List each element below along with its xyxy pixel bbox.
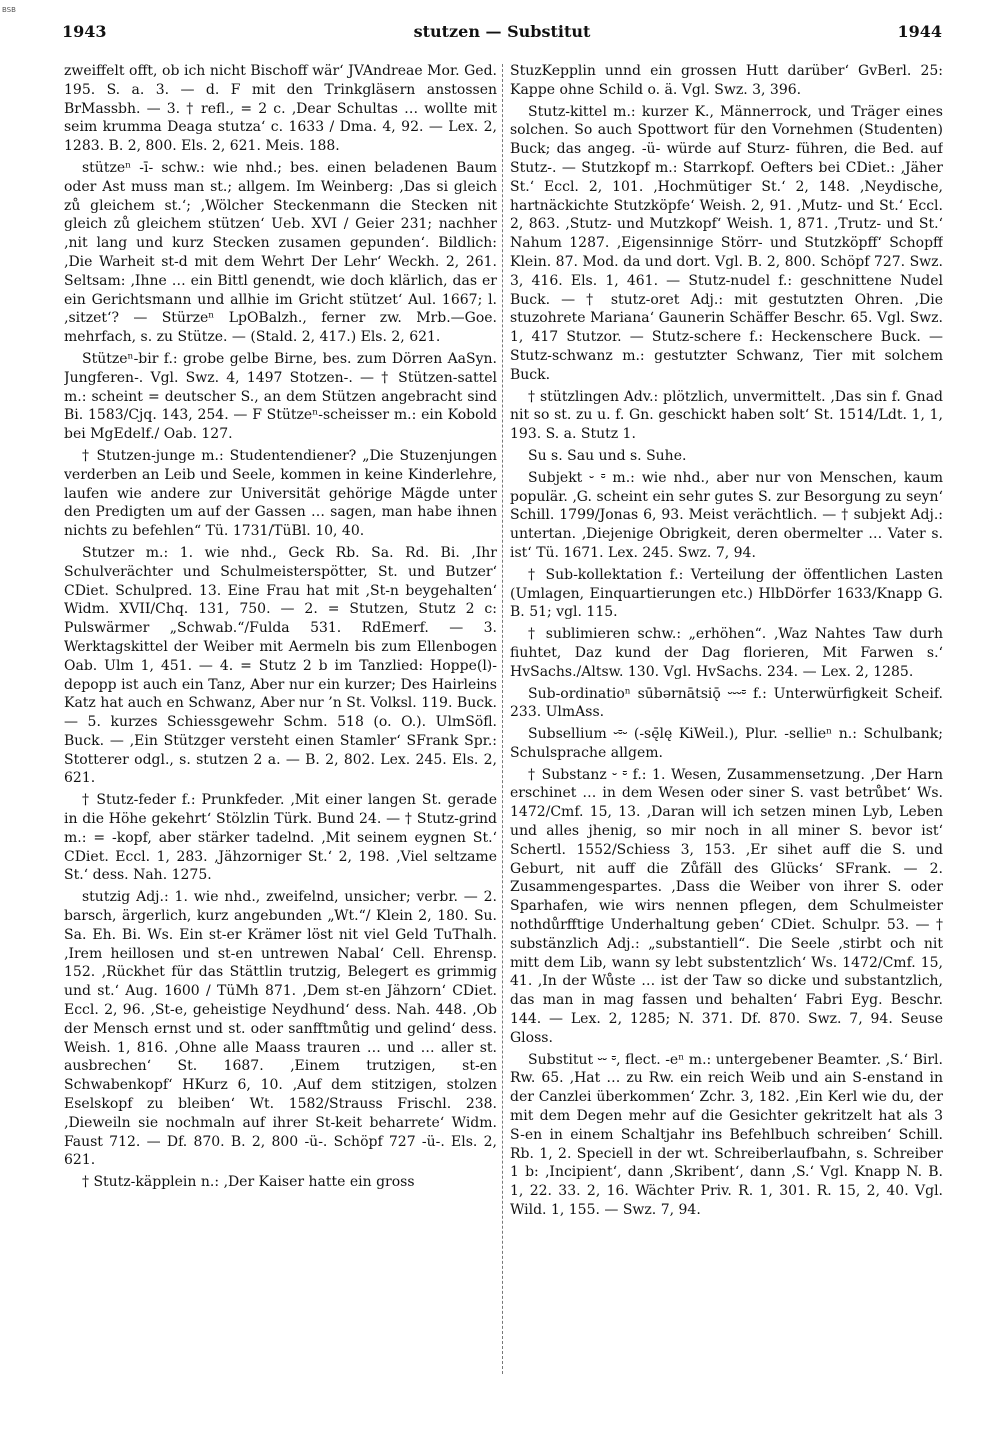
dictionary-entry: † Stutz-feder f.: Prunkfeder. ‚Mit einer langen St. gerade in die Höhe gekehrt‘ Stölzlin Türk. Bund 24. — † Stutz-grind m.: = -kopf, aber stärker tadelnd. ‚Mit seinem eygnen St.‘ CDiet. Eccl. 1, 283. ‚Jähzorniger St.‘ 2, 198. ‚Viel seltzame St.‘ dess. Nah. 1275. <box>64 792 497 884</box>
page-number-left: 1943 <box>62 22 107 41</box>
dictionary-entry: † sublimieren schw.: „erhöhen“. ‚Waz Nahtes Taw durh fiuhtet, Daz kund der Dag florieren, Mit Farwen s.‘ HvSachs./Altsw. 130. Vgl. HvSachs. 234. — Lex. 2, 1285. <box>510 626 943 680</box>
dictionary-entry: Subjekt ⏑ ⏒ m.: wie nhd., aber nur von Menschen, kaum populär. ‚G. scheint ein sehr gutes S. zur Besorgung zu seyn‘ Schill. 1799/Jonas 6, 93. Meist verächtlich. — † subjekt Adj.: untertan. ‚Diejenige Obrigkeit, deren obermelter … Vater s. ist‘ Tü. 1671. Lex. 245. Swz. 7, 94. <box>510 469 943 561</box>
dictionary-entry: † Stutzen-junge m.: Studentendiener? „Die Stuzenjungen verderben an Leib und Seele, kommen in keine Kinderlehre, laufen wie andere zur Universität gehörige Mägde unter den Predigten um auf der Gassen … sagen, man habe ihnen nichts zu befehlen“ Tü. 1731/TüBl. 10, 40. <box>64 447 497 540</box>
column-divider <box>502 64 503 1374</box>
dictionary-entry: Su s. Sau und s. Suhe. <box>528 447 687 464</box>
dictionary-entry: Substitut ⏑⏑ ⏒, flect. -eⁿ m.: untergebener Beamter. ‚S.‘ Birl. Rw. 65. ‚Hat … zu Rw. ein reich Weib und ain S-enstand in der Canzlei überkommen‘ Zchr. 3, 182. ‚Ein Kerl wie du, der mit dem Degen mehr auf die Gesichter gekritzelt hat als 3 S-en in einem Schaltjahr ins Befehlbuch schreiben‘ Schill. Rb. 1, 2. Speciell in der wt. Schreiberlaufbahn, s. Schreiber 1 b: ‚Incipient‘, dann ‚Skribent‘, dann ‚S.‘ Vgl. Knapp N. B. 1, 22. 33. 2, 16. Wächter Priv. R. 1, 301. R. 15, 2, 40. Vgl. Wild. 1, 155. — Swz. 7, 94. <box>510 1051 943 1219</box>
library-stamp: BSB <box>2 6 16 14</box>
dictionary-entry: Stutzer m.: 1. wie nhd., Geck Rb. Sa. Rd. Bi. ‚Ihr Schulverächter und Schulmeisterspötter, St. und Butzer‘ CDiet. Schulpred. 13. Eine Frau hat mit ‚St-n beygehalten‘ Widm. XVII/Chq. 131, 750. — 2. = Stutzen, Stutz 2 c: Pulswärmer „Schwab.“/Fulda 531. RdEmerf. — 3. Werktagskittel der Weiber mit Aermeln bis zum Ellenbogen Oab. Ulm 1, 451. — 4. = Stutz 2 b im Tanzlied: Hoppe(l)-depopp ist auch ein Tanz, Aber nur ein kurzer; Des Hairleins Katz hat auch en Schwanz, Aber nur ’n St. Volksl. 119. Buck. — 5. kurzes Schiessgewehr Schm. 518 (o. O.). UlmSöfl. Buck. — ‚Ein Stützger versteht einen Stamler‘ SFrank Spr.: Stotterer odgl., s. stutzen 2 a. — B. 2, 802. Lex. 245. Els. 2, 621. <box>64 544 497 787</box>
page-number-right: 1944 <box>897 22 942 41</box>
dictionary-entry: † stützlingen Adv.: plötzlich, unvermittelt. ‚Das sin f. Gnad nit so st. zu u. f. Gn. geschickt haben solt‘ St. 1514/Ldt. 1, 1, 193. S. a. Stutz 1. <box>510 388 943 443</box>
right-column <box>510 62 943 1382</box>
dictionary-entry: Stützeⁿ-bir f.: grobe gelbe Birne, bes. zum Dörren AaSyn. Jungferen-. Vgl. Swz. 4, 1497 Stotzen-. — † Stützen-sattel m.: scheint = deutscher S., an dem Stützen angebracht sind Bi. 1583/Cjq. 143, 254. — F Stützeⁿ-scheisser m.: ein Kobold bei MgEdelf./ Oab. 127. <box>64 350 497 443</box>
dictionary-entry: StuzKepplin unnd ein grossen Hutt darüber‘ GvBerl. 25: Kappe ohne Schild o. ä. Vgl. Swz. 3, 396. <box>510 63 943 98</box>
page-header <box>62 22 942 48</box>
dictionary-entry: Stutz-kittel m.: kurzer K., Männerrock, und Träger eines solchen. So auch Spottwort für den Vornehmen (Studenten) Buck; das angeg. -ü- würde auf Sturz- führen, die Bed. auf Stutz-. — Stutzkopf m.: Starrkopf. Oefters bei CDiet.: ‚Jäher St.‘ Eccl. 2, 101. ‚Hochmütiger St.‘ 2, 148. ‚Neydische, hartnäckichte Stutzköpfe‘ Weish. 2, 91. ‚Mutz- und St.‘ Eccl. 2, 863. ‚Stutz- und Mutzkopf‘ Weish. 1, 871. ‚Trutz- und St.‘ Nahum 1287. ‚Eigensinnige Störr- und Stutzköpff‘ Schopff Klein. 87. Mod. da und dort. Vgl. B. 2, 800. Schöpf 727. Swz. 3, 416. Els. 1, 461. — Stutz-nudel f.: geschnittene Nudel Buck. — † stutz-oret Adj.: mit gestutzten Ohren. ‚Die stuzohrete Mariana‘ Gaunerin Schäffer Beschr. 65. Vgl. Swz. 1, 417 Stutzor. — Stutz-schere f.: Heckenschere Buck. — Stutz-schwanz m.: gestutzter Schwanz, Tier mit solchem Buck. <box>510 103 943 383</box>
dictionary-entry: Sub-ordinatioⁿ sūbərnātsiǭ ⏑⏑⏑⏒ f.: Unterwürfigkeit Scheif. 233. UlmAss. <box>510 685 943 721</box>
dictionary-entry: stutzig Adj.: 1. wie nhd., zweifelnd, unsicher; verbr. — 2. barsch, ärgerlich, kurz angebunden „Wt.“/ Klein 2, 180. Su. Sa. Eh. Bi. Ws. Ein st-er Krämer löst nit viel Geld TuThalh. ‚Irem heillosen und st-en untrewen Nabal‘ Cell. Ehrensp. 152. ‚Rückhet für das Stättlin trutzig, Belegert es grimmig und st.‘ Aug. 1600 / TüMh 871. ‚Dem st-en Jähzorn‘ CDiet. Eccl. 2, 96. ‚St-e, geheistige Neydhund‘ dess. Nah. 448. ‚Ob der Mensch ernst und st. oder sanfftmůtig und gelind‘ dess. Weish. 1, 816. ‚Ohne alle Maass trauren … und … aller st. ausbrechen‘ St. 1687. ‚Einem trutzigen, st-en Schwabenkopf‘ HKurz 6, 10. ‚Auf dem stitzigen, stolzen Eselskopf zu bleiben‘ Wt. 1582/Strauss Frischl. 238. ‚Dieweiln sie nochmaln auf ihrer St-keit beharrete‘ Widm. Faust 712. — Df. 870. B. 2, 800 -ü-. Schöpf 727 -ü-. Els. 2, 621. <box>64 889 497 1169</box>
left-column <box>64 62 497 1382</box>
dictionary-entry: Subsellium ⏑⏒⏑ (-sę̄lę KiWeil.), Plur. -sellieⁿ n.: Schulbank; Schulsprache allgem. <box>510 726 943 761</box>
dictionary-entry: † Sub-kollektation f.: Verteilung der öffentlichen Lasten (Umlagen, Einquartierungen etc.) HlbDörfer 1633/Knapp G. B. 51; vgl. 115. <box>510 566 943 621</box>
running-title: stutzen — Substitut <box>413 22 591 41</box>
dictionary-entry: † Substanz ⏑ ⏒ f.: 1. Wesen, Zusammensetzung. ‚Der Harn erschinet … in dem Wesen oder siner S. vast betrůbet‘ Ws. 1472/Cmf. 15, 13. ‚Daran will ich setzen minen Lyb, Leben und alles jhenig, so mir noch in all miner S. bevor ist‘ Schertl. 1552/Schiess 3, 153. ‚Er sihet auff die S. und Geburt, nit auff die Zůfäll des Glücks‘ SFrank. — 2. Zusammengespartes. ‚Dass die Weiber von ihrer S. oder Sparhafen, wie wirs nennen pflegen, dem Schulmeister nothdůrfftige Underhaltung geben‘ CDiet. Schulpr. 53. — † substänzlich Adj.: „substantiell“. Die Seele ‚stirbt och nit mitt dem Lib, wann sy lebt substentzlich‘ Ws. 1472/Cmf. 15, 41. ‚In der Wůste … ist der Taw so dicke und substantzlich, das man in mag fassen und behalten‘ Fabri Eyg. Beschr. 144. — Lex. 2, 1285; N. 371. Df. 870. Swz. 7, 94. Seuse Gloss. <box>510 766 943 1046</box>
dictionary-entry: † Stutz-käpplein n.: ‚Der Kaiser hatte ein gross <box>82 1174 415 1191</box>
dictionary-entry: stützeⁿ -ī- schw.: wie nhd.; bes. einen beladenen Baum oder Ast muss man st.; allgem. Im Weinberg: ‚Das si gleich zů gleichem st.‘; ‚Wölcher Steckenmann die Stecken nit gleich zů gleichem stützen‘ Ueb. XVI / Geier 231; nachher ‚nit lang und kurz Stecken zusamen gepunden‘. Bildlich: ‚Die Warheit st-d mit dem Wehrt Der Lehr‘ Weckh. 2, 261. Seltsam: ‚Ihne … ein Bittl genendt, wie doch klärlich, das er ein Gerichtsmann und allhie im Gricht stützet‘ Aul. 1667; l. ‚sitzet‘? — Stürzeⁿ LpOBalzh., ferner zw. Mrb.—Goe. mehrfach, s. zu Stütze. — (Stald. 2, 417.) Els. 2, 621. <box>64 159 497 346</box>
dictionary-entry: zweiffelt offt, ob ich nicht Bischoff wär‘ JVAndreae Mor. Ged. 195. S. a. 3. — d. F mit den Trinkgläsern anstossen BrMassbh. — 3. † refl., = 2 c. ‚Dear Schultas … wollte mit seim krumma Deaga stutza‘ c. 1633 / Dma. 4, 92. — Lex. 2, 1283. B. 2, 800. Els. 2, 621. Meis. 188. <box>64 63 497 155</box>
